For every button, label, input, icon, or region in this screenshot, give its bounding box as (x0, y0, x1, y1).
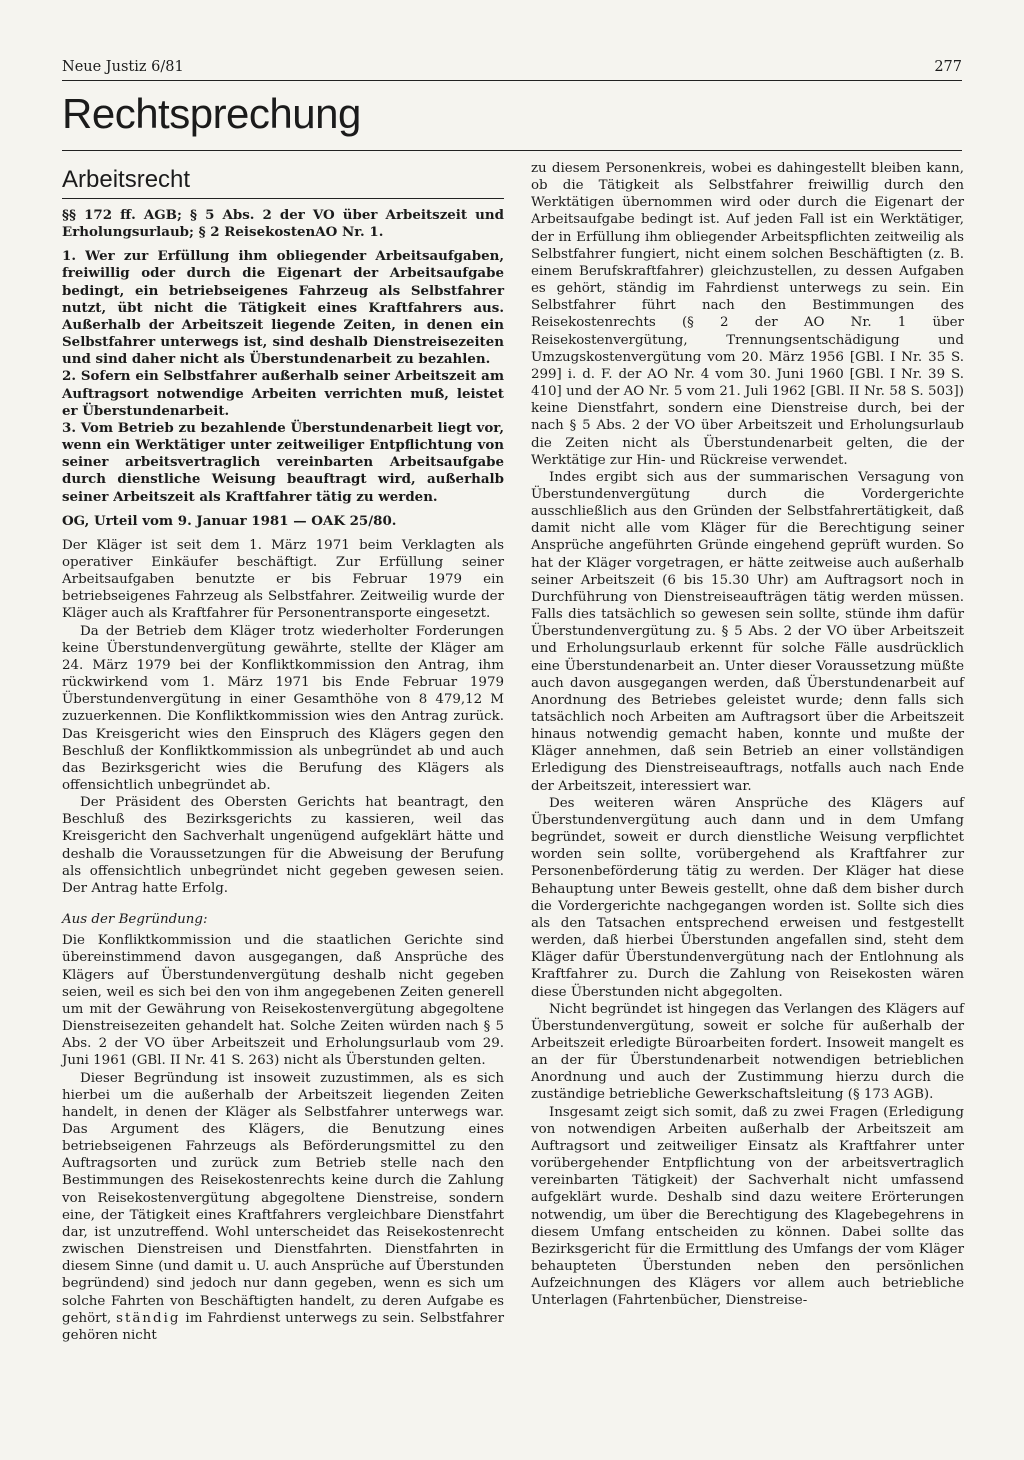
reasons-heading: Aus der Begründung: (62, 912, 208, 928)
section-title-divider (62, 150, 962, 151)
reasons-text: Dieser Begründung ist insoweit zuzustimmen, als es sich hierbei um die außerhalb der Arbeitszeit liegenden Zeiten handelt, in denen der Kläger als Selbstfahrer unterwegs war. Das Argument des Klägers, die Benutzung eines betriebseigenen Fahrzeugs als Beförderungsmittel zu den Auftragsorten und zurück zum Betrieb stelle nach den Bestimmungen des Reisekostenrechts keine durch die Zahlung von Reisekostenvergütung abgegoltene Dienstreise, sondern eine, der Tätigkeit eines Kraftfahrers vergleichbare Dienstfahrt dar, ist unzutreffend. Wohl unterscheidet das Reisekostenrecht zwischen Dienstreisen und Dienstfahrten. Dienstfahrten in diesem Sinne (und damit u. U. auch Ansprüche auf Überstunden begründend) sind jedoch nur dann gegeben, wenn es sich um solche Fahrten von Beschäftigten handelt, zu deren Aufgabe es gehört, (62, 1070, 504, 1326)
reasons-paragraph: zu diesem Personenkreis, wobei es dahingestellt bleiben kann, ob die Tätigkeit als Selbstfahrer freiwillig durch den Werktätigen übernommen wird oder durch die Eigenart der Arbeitsaufgabe bedingt ist. Auf jeden Fall ist ein Werktätiger, der in Erfüllung ihm obliegender Arbeitspflichten zeitweilig als Selbstfahrer fungiert, nicht einem solchen Beschäftigten (z. B. einem Berufskraftfahrer) gleichzustellen, zu dessen Aufgaben es gehört, ständig im Fahrdienst unterwegs zu sein. Ein Selbstfahrer führt nach den Bestimmungen des Reisekostenrechts (§ 2 der AO Nr. 1 über Reisekostenvergütung, Trennungsentschädigung und Umzugskostenvergütung vom 20. März 1956 [GBl. I Nr. 35 S. 299] i. d. F. der AO Nr. 4 vom 30. Juni 1960 [GBl. I Nr. 39 S. 410] und der AO Nr. 5 vom 21. Juli 1962 [GBl. II Nr. 58 S. 503]) keine Dienstfahrt, sondern eine Dienstreise durch, bei der nach § 5 Abs. 2 der VO über Arbeitszeit und Erholungsurlaub die Zeiten nicht als Überstundenarbeit gelten, die der Werktätige zur Hin- und Rückreise verwendet. (531, 161, 964, 468)
facts-paragraph: Da der Betrieb dem Kläger trotz wiederholter Forderungen keine Überstundenvergütung gewährte, stellte der Kläger am 24. März 1979 bei der Konfliktkommission den Antrag, ihm rückwirkend vom 1. März 1971 bis Ende Februar 1979 Überstundenvergütung in einer Gesamthöhe von 8 479,12 M zuzuerkennen. Die Konfliktkommission wies den Antrag zurück. Das Kreisgericht wies den Einspruch des Klägers gegen den Beschluß der Konfliktkommission als unbegründet ab und auch das Bezirksgericht wies die Berufung des Klägers als offensichtlich unbegründet ab. (62, 623, 504, 793)
header-divider (62, 80, 962, 81)
reasons-paragraph: Die Konfliktkommission und die staatlichen Gerichte sind übereinstimmend davon ausgegangen, daß Ansprüche des Klägers auf Überstundenvergütung deshalb nicht gegeben seien, weil es sich bei den von ihm angegebenen Zeiten generell um mit der Gewährung von Reisekostenvergütung abgegoltene Dienstreisezeiten gehandelt hat. Solche Zeiten würden nach § 5 Abs. 2 der VO über Arbeitszeit und Erholungsurlaub vom 29. Juni 1961 (GBl. II Nr. 41 S. 263) nicht als Überstunden gelten. (62, 933, 504, 1069)
reasons-paragraph: Des weiteren wären Ansprüche des Klägers auf Überstundenvergütung auch dann und in dem Umfang begründet, soweit er durch dienstliche Weisung verpflichtet worden sein sollte, vorübergehend als Kraftfahrer zur Personenbeförderung tätig zu werden. Der Kläger hat diese Behauptung unter Beweis gestellt, ohne daß dem bisher durch die Vordergerichte nachgegangen worden ist. Sollte sich dies als den Tatsachen entsprechend erweisen und festgestellt werden, daß hierbei Überstunden angefallen sind, steht dem Kläger dafür Überstundenvergütung nach der Entlohnung als Kraftfahrer zu. Durch die Zahlung von Reisekosten wären diese Überstunden nicht abgegolten. (531, 795, 964, 1000)
subsection-divider (62, 198, 504, 199)
section-title: Rechtsprechung (62, 90, 361, 137)
reasons-paragraph: Nicht begründet ist hingegen das Verlangen des Klägers auf Überstundenvergütung, soweit er solche für außerhalb der Arbeitszeit erledigte Büroarbeiten fordert. Insoweit mangelt es an der für Überstundenarbeit notwendigen betrieblichen Anordnung und auch der Zustimmung hierzu durch die zuständige betriebliche Gewerkschaftsleitung (§ 173 AGB). (531, 1001, 964, 1103)
subsection-title: Arbeitsrecht (62, 166, 191, 193)
page-number: 277 (934, 59, 962, 75)
headnote-norms: §§ 172 ff. AGB; § 5 Abs. 2 der VO über Arbeitszeit und Erholungsurlaub; § 2 ReisekostenAO Nr. 1. (62, 207, 504, 241)
right-column (531, 160, 964, 1309)
reasons-paragraph: Insgesamt zeigt sich somit, daß zu zwei Fragen (Erledigung von notwendigen Arbeiten außerhalb der Arbeitszeit am Auftragsort und zeitweiliger Einsatz als Kraftfahrer unter vorübergehender Entpflichtung von der arbeitsvertraglich vereinbarten Tätigkeit) der Sachverhalt nicht umfassend aufgeklärt wurde. Deshalb sind dazu weitere Erörterungen notwendig, um über die Berechtigung des Klagebegehrens in diesem Umfang entscheiden zu können. Dabei sollte das Bezirksgericht für die Ermittlung des Umfangs der vom Kläger behaupteten Überstunden neben den persönlichen Aufzeichnungen des Klägers vor allem auch betriebliche Unterlagen (Fahrtenbücher, Dienstreise- (531, 1104, 964, 1309)
decision-citation: OG, Urteil vom 9. Januar 1981 — OAK 25/80. (62, 512, 397, 529)
headnote-principle-2: 2. Sofern ein Selbstfahrer außerhalb seiner Arbeitszeit am Auftragsort notwendige Arbeiten verrichten muß, leistet er Überstundenarbeit. (62, 368, 504, 419)
left-column (62, 160, 504, 1344)
facts-paragraph: Der Präsident des Obersten Gerichts hat beantragt, den Beschluß des Bezirksgerichts zu kassieren, weil das Kreisgericht den Sachverhalt ungenügend aufgeklärt hätte und deshalb die Voraussetzungen für die Abweisung der Berufung als offensichtlich unbegründet nicht gegeben gewesen seien. Der Antrag hatte Erfolg. (62, 795, 504, 896)
running-header (62, 58, 962, 76)
emphasized-word: ständig (116, 1310, 181, 1326)
journal-issue: Neue Justiz 6/81 (62, 59, 184, 75)
facts-paragraph: Der Kläger ist seit dem 1. März 1971 beim Verklagten als operativer Einkäufer beschäftigt. Zur Erfüllung seiner Arbeitsaufgaben benutzte er bis Februar 1979 ein betriebseigenes Fahrzeug als Selbstfahrer. Zeitweilig wurde der Kläger auch als Kraftfahrer für Personentransporte eingesetzt. (62, 537, 504, 622)
headnote-principle-1: 1. Wer zur Erfüllung ihm obliegender Arbeitsaufgaben, freiwillig oder durch die Eigenart der Arbeitsaufgabe bedingt, ein betriebseigenes Fahrzeug als Selbstfahrer nutzt, übt nicht die Tätigkeit eines Kraftfahrers aus. Außerhalb der Arbeitszeit liegende Zeiten, in denen ein Selbstfahrer unterwegs ist, sind deshalb Dienstreisezeiten und sind daher nicht als Überstundenarbeit zu bezahlen. (62, 248, 504, 368)
reasons-text: im Fahrdienst unterwegs zu sein. Selbstfahrer gehören nicht (62, 1310, 504, 1343)
reasons-paragraph: Indes ergibt sich aus der summarischen Versagung von Überstundenvergütung durch die Vordergerichte ausschließlich aus den Gründen der Selbstfahrertätigkeit, daß damit nicht alle vom Kläger für die Berechtigung seiner Ansprüche angeführten Gründe eingehend geprüft wurden. So hat der Kläger vorgetragen, er hätte zeitweise auch außerhalb seiner Arbeitszeit (6 bis 15.30 Uhr) am Auftragsort noch in Durchführung von Dienstreiseaufträgen tätig werden müssen. Falls dies tatsächlich so gewesen sein sollte, stünde ihm dafür Überstundenvergütung zu. § 5 Abs. 2 der VO über Arbeitszeit und Erholungsurlaub erkennt für solche Fälle ausdrücklich eine Überstundenarbeit an. Unter dieser Voraussetzung müßte auch davon ausgegangen werden, daß Überstundenarbeit auf Anordnung des Betriebes geleistet wurde; denn falls sich tatsächlich noch Arbeiten am Auftragsort über die Arbeitszeit hinaus notwendig gemacht haben, konnte und mußte der Kläger annehmen, daß sein Betrieb an einer vollständigen Erledigung des Dienstreiseauftrags, notfalls auch nach Ende der Arbeitszeit, interessiert war. (531, 469, 964, 794)
reasons-paragraph (62, 1070, 504, 1345)
headnote-principle-3: 3. Vom Betrieb zu bezahlende Überstundenarbeit liegt vor, wenn ein Werktätiger unter zeitweiliger Entpflichtung von seiner arbeitsvertraglich vereinbarten Arbeitsaufgabe durch dienstliche Weisung beauftragt wird, außerhalb seiner Arbeitszeit als Kraftfahrer tätig zu werden. (62, 419, 504, 505)
